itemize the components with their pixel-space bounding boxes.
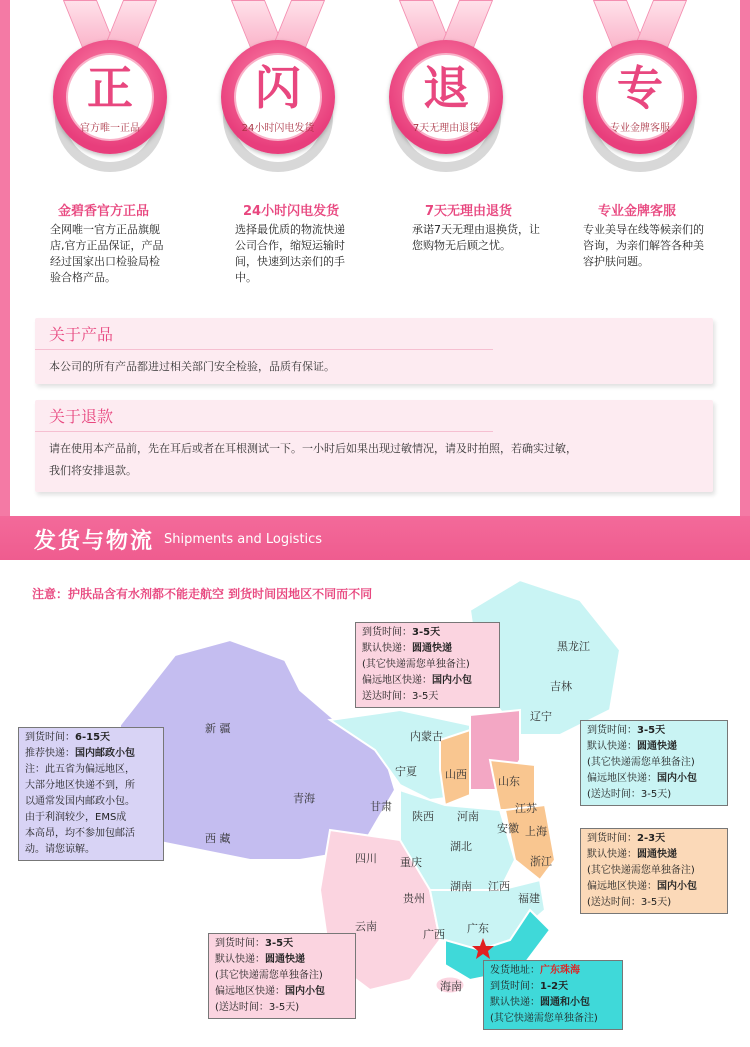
medal-char: 退 xyxy=(423,61,469,115)
callout-text: 广东珠海 xyxy=(540,965,580,976)
region-jiangsu xyxy=(505,805,555,880)
feature-genuine xyxy=(35,0,185,175)
callout-text: 到货时间： xyxy=(215,938,265,949)
prov-label: 内蒙古 xyxy=(410,730,443,743)
callout-text: 推荐快递： xyxy=(25,748,75,759)
callout-text: 圆通快递 xyxy=(637,741,677,752)
prov-label: 湖北 xyxy=(450,840,472,853)
prov-label: 新 疆 xyxy=(205,722,231,735)
callout-east xyxy=(580,828,728,914)
callout-text: 国内小包 xyxy=(657,773,697,784)
callout-origin xyxy=(483,960,623,1030)
prov-label: 广东 xyxy=(467,922,489,935)
prov-label: 宁夏 xyxy=(395,765,417,778)
prov-label: 贵州 xyxy=(403,892,425,905)
feature-desc: 选择最优质的物流快递公司合作，缩短运输时间，快速到达亲们的手中。 xyxy=(235,223,345,284)
medal-icon xyxy=(213,0,343,175)
callout-text: 由于利润较少，EMS成 xyxy=(25,812,127,823)
callout-text: 偏远地区快递： xyxy=(215,986,285,997)
callout-text: (其它快递需您单独备注) xyxy=(215,970,323,981)
prov-label: 云南 xyxy=(355,920,377,933)
callout-text: (其它快递需您单独备注) xyxy=(362,659,470,670)
feature-desc: 专业美导在线等候亲们的咨询，为亲们解答各种美容护肤问题。 xyxy=(583,223,704,268)
callout-text: 到货时间： xyxy=(362,627,412,638)
prov-label: 海南 xyxy=(440,980,462,993)
callout-text: 送达时间：3-5天 xyxy=(362,691,439,702)
callout-text: 到货时间： xyxy=(490,981,540,992)
callout-text: 圆通和小包 xyxy=(540,997,590,1008)
medal-char: 正 xyxy=(87,61,133,115)
callout-text: 偏远地区快递： xyxy=(587,773,657,784)
prov-label: 陕西 xyxy=(412,810,434,823)
prov-label: 黑龙江 xyxy=(557,640,590,653)
prov-label: 山东 xyxy=(498,775,520,788)
about-refund-line2: 我们将安排退款。 xyxy=(49,464,137,477)
feature-title: 金碧香官方正品 xyxy=(58,204,150,219)
prov-label: 安徽 xyxy=(497,822,519,835)
callout-text: 默认快递： xyxy=(587,741,637,752)
medal-icon xyxy=(575,0,705,175)
about-refund-box xyxy=(35,400,713,492)
prov-label: 甘肃 xyxy=(370,800,392,813)
about-refund-text xyxy=(35,432,713,488)
callout-text: 默认快递： xyxy=(215,954,265,965)
medal-char: 闪 xyxy=(255,61,301,115)
medal-char: 专 xyxy=(617,61,663,115)
prov-label: 江苏 xyxy=(515,802,537,815)
callout-text: 国内邮政小包 xyxy=(75,748,135,759)
feature-title: 7天无理由退货 xyxy=(425,204,513,219)
callout-text: 圆通快递 xyxy=(265,954,305,965)
prov-label: 浙江 xyxy=(530,855,552,868)
about-product-text: 本公司的所有产品都进过相关部门安全检验，品质有保证。 xyxy=(49,360,335,373)
medal-sub: 24小时闪电发货 xyxy=(241,123,315,134)
prov-label: 辽宁 xyxy=(530,710,552,723)
callout-text: 1-2天 xyxy=(540,981,569,992)
callout-southwest xyxy=(208,933,356,1019)
prov-label: 吉林 xyxy=(550,680,572,693)
prov-label: 西 藏 xyxy=(205,832,231,845)
prov-label: 福建 xyxy=(518,892,540,905)
about-refund-line1: 请在使用本产品前，先在耳后或者在耳根测试一下。一小时后如果出现过敏情况，请及时拍照，若确实过敏， xyxy=(49,442,577,455)
medal-sub: 官方唯一正品 xyxy=(80,123,140,134)
callout-text: 国内小包 xyxy=(657,881,697,892)
shipping-banner xyxy=(0,516,750,560)
callout-text: 到货时间： xyxy=(25,732,75,743)
callout-text: 3-5天 xyxy=(412,627,441,638)
left-frame xyxy=(0,0,10,520)
feature-service xyxy=(565,0,715,175)
callout-text: 到货时间： xyxy=(587,833,637,844)
feature-return xyxy=(371,0,521,175)
callout-text: 圆通快递 xyxy=(637,849,677,860)
callout-text: 到货时间： xyxy=(587,725,637,736)
callout-west xyxy=(18,727,164,861)
prov-label: 江西 xyxy=(488,880,510,893)
callout-text: 大部分地区快递不到，所 xyxy=(25,780,135,791)
callout-text: 默认快递： xyxy=(587,849,637,860)
callout-text: 本高昂，均不参加包邮活 xyxy=(25,828,135,839)
callout-text: 以通常发国内邮政小包。 xyxy=(25,796,135,807)
callout-text: 国内小包 xyxy=(432,675,472,686)
callout-text: (送达时间：3-5天) xyxy=(587,897,672,908)
callout-text: (送达时间：3-5天) xyxy=(215,1002,300,1013)
callout-text: 默认快递： xyxy=(362,643,412,654)
prov-label: 湖南 xyxy=(450,880,472,893)
medal-sub: 7天无理由退货 xyxy=(412,123,480,134)
callout-north xyxy=(355,622,500,708)
callout-text: 动。请您谅解。 xyxy=(25,844,95,855)
callout-northeast xyxy=(580,720,728,806)
feature-fast xyxy=(203,0,353,175)
feature-desc: 承诺7天无理由退换货，让您购物无后顾之忧。 xyxy=(412,223,540,252)
callout-text: 3-5天 xyxy=(637,725,666,736)
callout-text: 圆通快递 xyxy=(412,643,452,654)
callout-text: (送达时间：3-5天) xyxy=(587,789,672,800)
prov-label: 山西 xyxy=(445,768,467,781)
shipping-title-en: Shipments and Logistics xyxy=(164,532,323,547)
about-product-title: 关于产品 xyxy=(35,318,493,350)
prov-label: 重庆 xyxy=(400,856,422,869)
callout-text: (其它快递需您单独备注) xyxy=(490,1013,598,1024)
callout-text: 偏远地区快递： xyxy=(362,675,432,686)
about-product-box xyxy=(35,318,713,384)
medal-icon xyxy=(45,0,175,175)
callout-text: 默认快递： xyxy=(490,997,540,1008)
callout-text: 国内小包 xyxy=(285,986,325,997)
medal-icon xyxy=(381,0,511,175)
callout-text: 3-5天 xyxy=(265,938,294,949)
feature-title: 专业金牌客服 xyxy=(598,204,677,219)
feature-desc: 全网唯一官方正品旗舰店,官方正品保证，产品经过国家出口检验局检验合格产品。 xyxy=(50,223,164,284)
callout-text: 2-3天 xyxy=(637,833,666,844)
medal-sub: 专业金牌客服 xyxy=(610,123,670,134)
prov-label: 四川 xyxy=(355,852,377,865)
prov-label: 上海 xyxy=(525,825,547,838)
right-frame xyxy=(740,0,750,520)
prov-label: 青海 xyxy=(293,792,315,805)
prov-label: 河南 xyxy=(457,810,479,823)
shipping-notice: 注意：护肤品含有水剂都不能走航空 到货时间因地区不同而不同 xyxy=(32,587,373,601)
callout-text: 发货地址： xyxy=(490,965,540,976)
callout-text: (其它快递需您单独备注) xyxy=(587,865,695,876)
callout-text: 注：此五省为偏远地区， xyxy=(25,764,135,775)
prov-label: 广西 xyxy=(423,928,445,941)
feature-title: 24小时闪电发货 xyxy=(243,204,340,219)
about-refund-title: 关于退款 xyxy=(35,400,493,432)
shipping-title-cn: 发货与物流 xyxy=(34,529,155,554)
callout-text: 6-15天 xyxy=(75,732,111,743)
callout-text: 偏远地区快递： xyxy=(587,881,657,892)
callout-text: (其它快递需您单独备注) xyxy=(587,757,695,768)
